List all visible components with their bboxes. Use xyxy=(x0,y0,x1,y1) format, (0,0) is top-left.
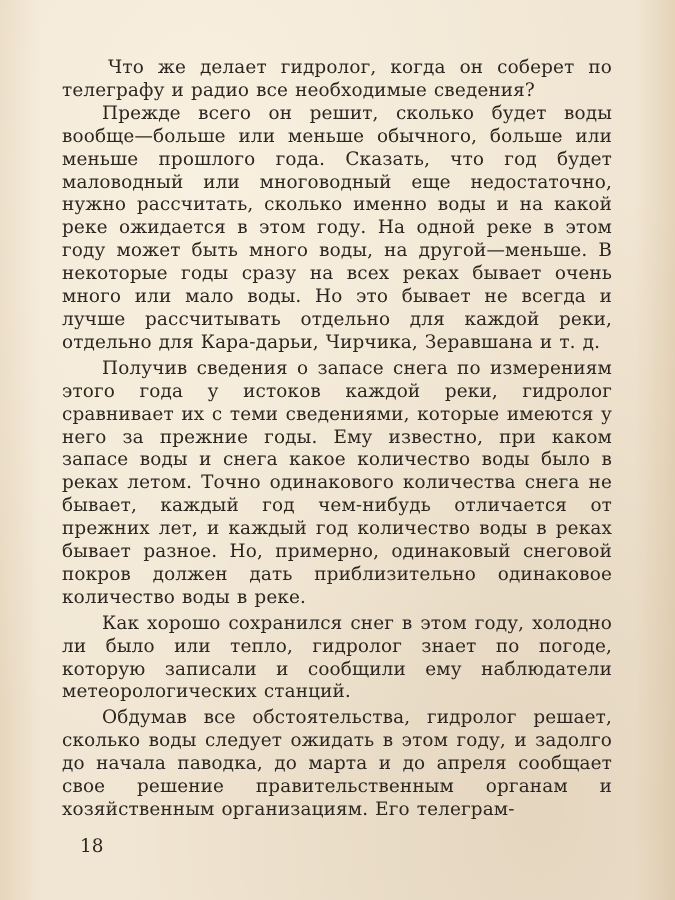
page-text xyxy=(62,57,612,822)
paragraph-4: Как хорошо сохранился снег в этом году, холодно ли было или тепло, гидролог знает по погоде, которую записали и сообщили ему наблюдатели метеорологических станций. xyxy=(62,612,612,703)
paragraph-1: Что же делает гидролог, когда он соберет по телеграфу и радио все необходимые сведения? xyxy=(62,57,612,101)
page-number: 18 xyxy=(80,836,104,857)
paragraph-3: Получив сведения о запасе снега по измерениям этого года у истоков каждой реки, гидролог сравнивает их с теми сведениями, которые имеются у него за прежние годы. Ему известно, при каком запасе воды и снега какое количество воды было в реках летом. Точно одинакового количества снега не бывает, каждый год чем-нибудь отличается от прежних лет, и каждый год количество воды в реках бывает разное. Но, примерно, одинаковый снеговой покров должен дать приблизительно одинаковое количество воды в реке. xyxy=(62,357,612,608)
paragraph-5: Обдумав все обстоятельства, гидролог решает, сколько воды следует ожидать в этом году, и задолго до начала паводка, до марта и до апреля сообщает свое решение правительственным органам и хозяйственным организациям. Его телеграм- xyxy=(62,707,612,820)
paragraph-2: Прежде всего он решит, сколько будет воды вообще—больше или меньше обычного, больше или меньше прошлого года. Сказать, что год будет маловодный или многоводный еще недостаточно, нужно рассчитать, сколько именно воды и на какой реке ожидается в этом году. На одной реке в этом году может быть много воды, на другой—меньше. В некоторые годы сразу на всех реках бывает очень много или мало воды. Но это бывает не всегда и лучше рассчитывать отдельно для каждой реки, отдельно для Кара-дарьи, Чирчика, Зеравшана и т. д. xyxy=(62,102,612,353)
